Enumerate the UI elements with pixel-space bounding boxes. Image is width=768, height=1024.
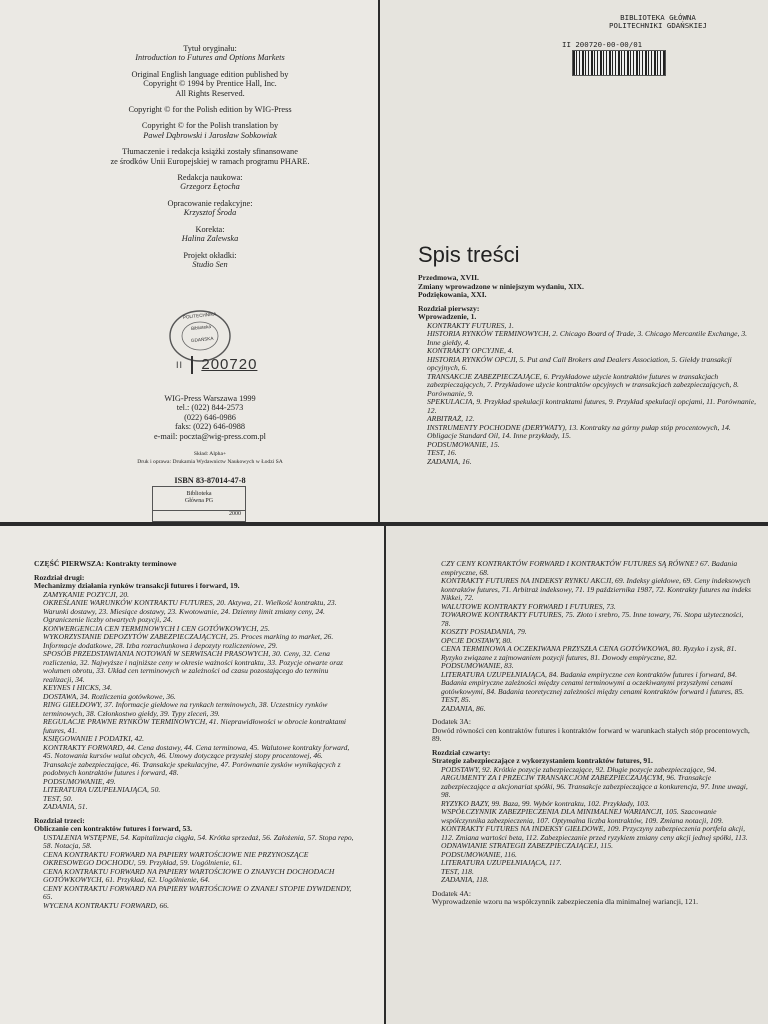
library-name: BIBLIOTEKA GŁÓWNA (620, 13, 696, 22)
toc-entry: REGULACJE PRAWNE RYNKÓW TERMINOWYCH, 41. Nieprawidłowości w obrocie kontraktami futures, 41. (43, 717, 347, 735)
appendix-entry: Dodatek 4A: (432, 888, 472, 898)
text-line: tel.: (022) 844-2573 (176, 403, 244, 413)
toc-entry: TEST, 50. (43, 793, 73, 803)
text-line: Redakcja naukowa: (177, 173, 243, 183)
box-stamp-year: 2000 (153, 510, 245, 518)
text-line: Grzegorz Łętocha (180, 182, 240, 192)
library-box-stamp (152, 486, 246, 522)
text-line: WIG-Press Warszawa 1999 (164, 394, 256, 403)
print-block (60, 450, 360, 466)
toc-list (418, 274, 758, 466)
toc-entry: TRANSAKCJE ZABEZPIECZAJĄCE, 6. Przykładowe użycie kontraktów futures w transakcjach zabezpieczających, 7. Przykładowe użycie kontraktów opcyjnych w transakcjach zabezpieczających, 8. Porównanie, 9. (427, 371, 739, 398)
text-line: Tytuł oryginału: (183, 44, 237, 53)
toc-entry: KSIĘGOWANIE I PODATKI, 42. (43, 734, 145, 743)
text-line (60, 114, 360, 121)
toc-entry: WYKORZYSTANIE DEPOZYTÓW ZABEZPIECZAJĄCYCH, 25. Proces marking to market, 26. Informacje dodatkowe, 28. Izba rozrachunkowa i depozyty rozliczeniowe, 29. (43, 632, 334, 650)
toc-entry: CENA KONTRAKTU FORWARD NA PAPIERY WARTOŚCIOWE O ZNANYCH DOCHODACH GOTÓWKOWYCH, 61. Przykład, 62. Uogólnienie, 64. (43, 866, 335, 884)
toc-list (432, 560, 752, 907)
toc-entry: OKREŚLANIE WARUNKÓW KONTRAKTU FUTURES, 20. Aktywa, 21. Wielkość kontraktu, 23. Warunki dostawy, 23. Miesiące dostawy, 23. Kwotowanie, 24. Dzienny limit zmiany ceny, 24. Ograniczenie liczby otwartych pozycji, 24. (43, 598, 337, 624)
text-line (60, 63, 360, 70)
toc-entry: TEST, 118. (441, 866, 474, 876)
toc-entry: ARBITRAŻ, 12. (427, 414, 475, 423)
text-line: Tłumaczenie i redakcja książki zostały sfinansowane (122, 147, 298, 157)
toc-entry: PODSTAWY, 92. Krótkie pozycje zabezpieczające, 92. Długie pozycje zabezpieczające, 94. (441, 764, 717, 774)
toc-entry: WALUTOWE KONTRAKTY FORWARD I FUTURES, 73. (441, 601, 616, 611)
toc-entry: USTALENIA WSTĘPNE, 54. Kapitalizacja ciągła, 54. Krótka sprzedaż, 56. Założenia, 57. Stopa repo, 58. Notacja, 58. (43, 832, 354, 850)
toc-entry: KONTRAKTY FUTURES, 1. (427, 320, 514, 330)
text-line: Introduction to Futures and Options Markets (135, 53, 285, 63)
chapter-heading: Strategie zabezpieczające z wykorzystaniem kontraktów futures, 91. (432, 756, 653, 765)
toc-entry: LITERATURA UZUPEŁNIAJĄCA, 117. (441, 858, 562, 867)
toc-entry: ZADANIA, 86. (441, 703, 486, 713)
chapter-heading: Obliczanie cen kontraktów futures i forward, 53. (34, 824, 193, 833)
text-line: Copyright © for the Polish edition by WIG-Press (128, 105, 292, 115)
text-line (60, 166, 360, 173)
toc-entry: WSPÓŁCZYNNIK ZABEZPIECZENIA DLA MINIMALNEJ WARIANCJI, 105. Szacowanie współczynnika zabezpieczenia, 107. Optymalna liczba kontraktów, 109. Zmiana notacji, 109. (441, 807, 724, 825)
toc-entry: KEYNES I HICKS, 34. (43, 683, 112, 692)
stamp-line: Biblioteka (190, 323, 212, 332)
chapter-heading: Wprowadzenie, 1. (418, 312, 477, 321)
toc-entry: SPEKULACJA, 9. Przykład spekulacji kontraktami futures, 9. Przykład spekulacji opcjami, 11. Porównanie, 12. (427, 397, 757, 415)
stamp-line: POLITECHNIKA (182, 311, 217, 320)
text-line: Korekta: (195, 224, 225, 234)
text-line: Opracowanie redakcyjne: (167, 198, 253, 208)
appendix-entry: Wyprowadzenie wzoru na współczynnik zabezpieczenia dla minimalnej wariancji, 121. (432, 897, 699, 906)
text-line: Projekt okładki: (183, 250, 237, 260)
box-stamp-line: Biblioteka (186, 491, 212, 497)
toc-entry: PODSUMOWANIE, 83. (441, 661, 514, 670)
text-line: Copyright © 1994 by Prentice Hall, Inc. (143, 79, 277, 89)
toc-entry: PODSUMOWANIE, 116. (441, 849, 517, 859)
chapter-heading: Podziękowania, XXI. (418, 290, 487, 299)
toc-entry: KONWERGENCJA CEN TERMINOWYCH I CEN GOTÓWKOWYCH, 25. (43, 623, 270, 633)
toc-entry: KONTRAKTY FUTURES NA INDEKSY GIEŁDOWE, 109. Przyczyny zabezpieczenia portfela akcji, 112. Zmiana wartości beta, 112. Zabezpieczanie przed ryzykiem zmiany ceny akcji jednej spółki, 113. (441, 824, 748, 842)
chapter-heading: CZĘŚĆ PIERWSZA: Kontrakty terminowe (34, 559, 177, 568)
text-line (60, 244, 360, 251)
toc-entry: TOWAROWE KONTRAKTY FUTURES, 75. Złoto i srebro, 75. Inne towary, 76. Stopa użyteczności, 78. (441, 610, 744, 628)
toc-entry: ZADANIA, 16. (427, 456, 472, 466)
text-line: ze środków Unii Europejskiej w ramach programu PHARE. (110, 156, 310, 166)
appendix-entry: Dowód równości cen kontraktów futures i kontraktów forward w warunkach stałych stóp procentowych, 89. (432, 725, 750, 743)
toc-entry: RING GIEŁDOWY, 37. Informacje giełdowe na rynkach terminowych, 38. Uczestnicy rynków terminowych, 38. Członkostwo giełdy, 39. Typy zleceń, 39. (43, 700, 328, 718)
copyright-block (60, 44, 360, 269)
toc-entry: ARGUMENTY ZA I PRZECIW TRANSAKCJOM ZABEZPIECZAJĄCYM, 96. Transakcje zabezpieczające a akcjonariat spółki, 96. Transakcje zabezpieczające a konkurencja, 97. Inne uwagi, 98. (441, 773, 748, 799)
toc-entry: HISTORIA RYNKÓW OPCJI, 5. Put and Call Brokers and Dealers Association, 5. Giełdy transakcji opcyjnych, 6. (427, 354, 732, 372)
toc-entry: LITERATURA UZUPEŁNIAJĄCA, 84. Badania empiryczne cen kontraktów futures i forward, 84. Badania empiryczne zależności między cenami terminowymi a oczekiwanymi przyszłymi cenami gotówkowymi, 84. Badania teoretycznej zależności między cenami kontraktów forward i futures, 85. (441, 669, 745, 696)
text-line: faks: (022) 646-0988 (174, 422, 246, 432)
toc-entry: KONTRAKTY FUTURES NA INDEKSY RYNKU AKCJI, 69. Indeksy giełdowe, 69. Ceny indeksowych kontraktów futures, 71. Arbitraż indeksowy, 71. 19 października 1987, 72. Kontrakty futures na indeks Nikkei, 72. (441, 576, 751, 602)
toc-entry: LITERATURA UZUPEŁNIAJĄCA, 50. (43, 785, 161, 794)
stamp-line: GDAŃSKA (190, 335, 214, 344)
text-line (60, 218, 360, 225)
accession-number: 200720 (201, 356, 258, 373)
toc-entry: HISTORIA RYNKÓW TERMINOWYCH, 2. Chicago Board of Trade, 3. Chicago Mercantile Exchange, 3. Inne giełdy, 4. (427, 329, 748, 347)
chapter-heading: Rozdział czwarty: (432, 747, 491, 757)
toc-entry: INSTRUMENTY POCHODNE (DERYWATY), 13. Kontrakty na górny pułap stóp procentowych, 14. Obligacje Standard Oil, 14. Inne przykłady, 15. (427, 422, 731, 440)
text-line: Skład: Alpha+ (193, 451, 227, 457)
toc-entry: CENA TERMINOWA A OCZEKIWANA PRZYSZŁA CENA GOTÓWKOWA, 80. Ryzyko i zysk, 81. Ryzyko związane z zajmowaniem pozycji futures, 81. Dowody empiryczne, 82. (441, 644, 737, 662)
text-line: Paweł Dąbrowski i Jarosław Sobkowiak (143, 130, 277, 140)
copyright-page (0, 0, 378, 522)
library-name-2: POLITECHNIKI GDAŃSKIEJ (609, 21, 707, 31)
toc-entry: DOSTAWA, 34. Rozliczenia gotówkowe, 36. (43, 691, 176, 701)
inventory-number: II 200720-00-00/01 (562, 39, 643, 49)
toc-entry: ZADANIA, 118. (441, 875, 489, 884)
toc-title: Spis treści (418, 242, 520, 267)
text-line: All Rights Reserved. (175, 88, 245, 98)
contents-page-left (0, 526, 384, 1024)
publisher-block (60, 394, 360, 441)
toc-entry: KOSZTY POSIADANIA, 79. (441, 627, 527, 636)
barcode-icon (572, 50, 666, 76)
toc-entry: SPOSÓB PRZEDSTAWIANIA NOTOWAŃ W SERWISACH PRASOWYCH, 30. Ceny, 32. Cena rozliczenia, 32. Najwyższe i najniższe ceny w okresie ważności kontraktu, 33. Pozycje otwarte oraz wolumen obrotu, 33. Układ cen terminowych w zależności od czasu pozostającego do terminu realizacji, 34. (43, 649, 343, 684)
toc-entry: ZADANIA, 51. (43, 802, 88, 811)
toc-entry: KONTRAKTY FORWARD, 44. Cena dostawy, 44. Cena terminowa, 45. Walutowe kontrakty forward, 45. Notowania kursów walut obcych, 46. Umowy dotyczące przyszłej stopy procentowej, 46. Transakcje zabezpieczające, 46. Transakcje spekulacyjne, 47. Porównanie zysków wynikających z podobnych kontraktów futures i forward, 48. (43, 742, 350, 777)
toc-entry: ZAMYKANIE POZYCJI, 20. (43, 589, 130, 599)
toc-entry: KONTRAKTY OPCYJNE, 4. (427, 346, 514, 355)
toc-entry: WYCENA KONTRAKTU FORWARD, 66. (43, 900, 169, 910)
text-line: e-mail: poczta@wig-press.com.pl (153, 431, 266, 441)
chapter-heading: Przedmowa, XVII. (418, 273, 479, 282)
text-line: Copyright © for the Polish translation by (141, 121, 279, 131)
toc-entry: CZY CENY KONTRAKTÓW FORWARD I KONTRAKTÓW FUTURES SĄ RÓWNE? 67. Badania empiryczne, 68. (441, 559, 738, 577)
chapter-heading: Rozdział pierwszy: (418, 303, 480, 313)
toc-entry: TEST, 16. (427, 448, 457, 457)
text-line (60, 140, 360, 147)
text-line: (022) 646-0986 (184, 412, 236, 422)
chapter-heading: Rozdział drugi: (34, 572, 85, 582)
chapter-heading: Mechanizmy działania rynków transakcji futures i forward, 19. (34, 581, 240, 590)
toc-entry: CENY KONTRAKTU FORWARD NA PAPIERY WARTOŚCIOWE O ZNANEJ STOPIE DYWIDENDY, 65. (43, 883, 352, 901)
toc-entry: OPCJE DOSTAWY, 80. (441, 635, 513, 645)
toc-entry: PODSUMOWANIE, 15. (427, 439, 500, 449)
contents-page-right (386, 526, 768, 1024)
text-line (60, 192, 360, 199)
toc-entry: ODNAWIANIE STRATEGII ZABEZPIECZAJĄCEJ, 115. (441, 841, 614, 850)
toc-entry: PODSUMOWANIE, 49. (43, 776, 116, 786)
text-line (60, 98, 360, 105)
appendix-entry: Dodatek 3A: (432, 717, 472, 726)
chapter-heading: Rozdział trzeci: (34, 815, 85, 825)
toc-entry: RYZYKO BAZY, 99. Baza, 99. Wybór kontraktu, 102. Przykłady, 103. (441, 798, 650, 808)
contents-page (380, 0, 768, 522)
toc-list (34, 560, 356, 910)
text-line: Original English language edition published by (131, 69, 289, 79)
box-stamp-line: Główna PG (184, 498, 214, 504)
toc-entry: CENA KONTRAKTU FORWARD NA PAPIERY WARTOŚCIOWE NIE PRZYNOSZĄCE OKRESOWEGO DOCHODU, 59. Przykład, 59. Uogólnienie, 61. (43, 849, 309, 867)
chapter-heading: Zmiany wprowadzone w niniejszym wydaniu, XIX. (418, 281, 584, 291)
text-line: Krzysztof Środa (183, 208, 237, 218)
isbn: ISBN 83-87014-47-8 (174, 476, 246, 485)
text-line: Studio Sen (192, 259, 228, 269)
handwritten-accession-number: II 200720 (176, 356, 258, 373)
toc-entry: TEST, 85. (441, 695, 471, 704)
library-header-stamp (548, 14, 768, 49)
round-stamp-text (179, 311, 224, 345)
text-line: Halina Zalewska (181, 234, 239, 244)
text-line: Druk i oprawa: Drukarnia Wydawnictw Naukowych w Łodzi SA (137, 459, 283, 465)
